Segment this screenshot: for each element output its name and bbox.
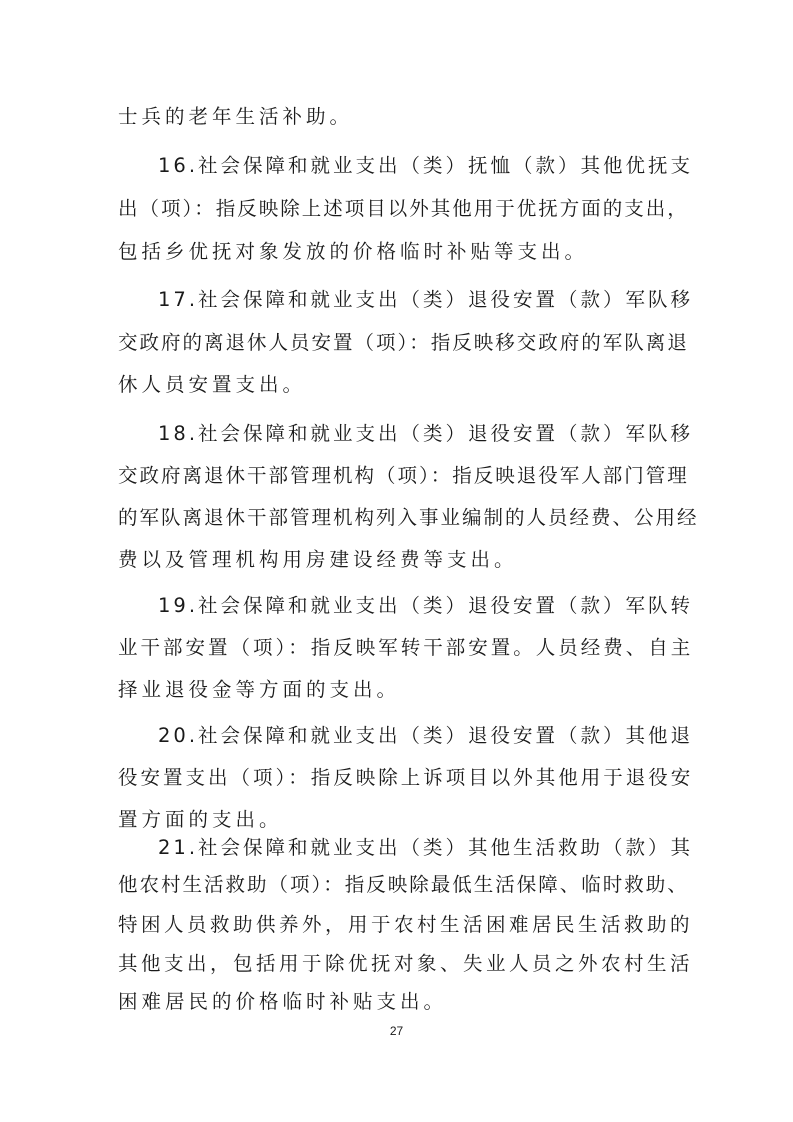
text-line: 特困人员救助供养外，用于农村生活困难居民生活救助的 (118, 913, 694, 936)
page-number: 27 (389, 1024, 404, 1038)
paragraph-17-line-1: 17.社会保障和就业支出（类）退役安置（款）军队移 (158, 288, 694, 311)
paragraph-18-line-1: 18.社会保障和就业支出（类）退役安置（款）军队移 (158, 422, 694, 445)
paragraph-21-line-1: 21.社会保障和就业支出（类）其他生活救助（款）其 (158, 836, 694, 859)
text-line: 业干部安置（项）：指反映军转干部安置。人员经费、自主 (118, 636, 694, 659)
paragraph-19-line-1: 19.社会保障和就业支出（类）退役安置（款）军队转 (158, 594, 694, 617)
text-line: 交政府离退休干部管理机构（项）：指反映退役军人部门管理 (118, 464, 689, 487)
text-line: 的军队离退休干部管理机构列入事业编制的人员经费、公用经 (118, 506, 699, 529)
text-line: 困难居民的价格临时补贴支出。 (118, 990, 448, 1013)
text-line: 置方面的支出。 (118, 808, 283, 831)
paragraph-16-line-1: 16.社会保障和就业支出（类）抚恤（款）其他优抚支 (158, 154, 694, 177)
text-line: 择业退役金等方面的支出。 (118, 678, 401, 701)
text-line: 其他支出，包括用于除优抚对象、失业人员之外农村生活 (118, 952, 694, 975)
text-line: 休人员安置支出。 (118, 373, 307, 396)
text-line: 交政府的离退休人员安置（项）：指反映移交政府的军队离退 (118, 331, 689, 354)
text-line: 包括乡优抚对象发放的价格临时补贴等支出。 (118, 240, 589, 263)
text-line: 他农村生活救助（项）：指反映除最低生活保障、临时救助、 (118, 873, 689, 896)
text-line: 出（项）：指反映除上述项目以外其他用于优抚方面的支出， (118, 197, 689, 220)
paragraph-20-line-1: 20.社会保障和就业支出（类）退役安置（款）其他退 (158, 724, 694, 747)
text-line: 役安置支出（项）：指反映除上诉项目以外其他用于退役安 (118, 766, 694, 789)
text-line: 费以及管理机构用房建设经费等支出。 (118, 548, 518, 571)
text-line: 士兵的老年生活补助。 (118, 105, 354, 128)
